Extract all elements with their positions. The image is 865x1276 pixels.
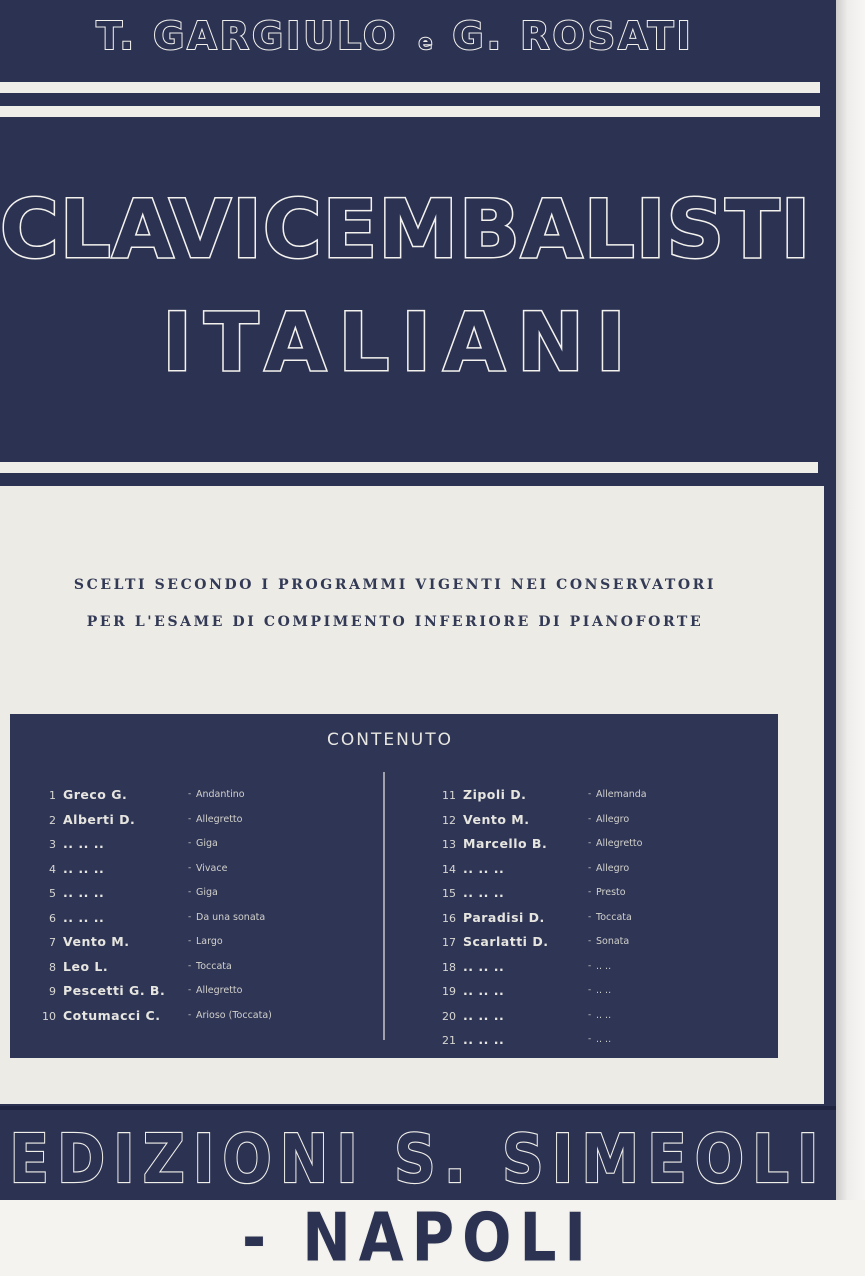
- subtitle-line-2: PER L'ESAME DI COMPIMENTO INFERIORE DI PIANOFORTE: [86, 614, 704, 630]
- contents-dash: -: [188, 911, 192, 922]
- contents-composer: .. .. ..: [463, 860, 505, 876]
- contents-dash: -: [188, 838, 192, 848]
- contents-piece: Toccata: [196, 960, 232, 972]
- contents-number: 15: [442, 887, 456, 900]
- contents-dash: -: [588, 1034, 592, 1044]
- author-conjunction: e: [418, 30, 433, 54]
- contents-composer: Alberti D.: [63, 811, 136, 827]
- contents-number: 8: [49, 960, 56, 974]
- mid-band: [0, 462, 818, 473]
- contents-composer: Zipoli D.: [463, 787, 527, 802]
- contents-piece: Giga: [196, 838, 218, 849]
- contents-composer: .. .. ..: [63, 885, 105, 900]
- contents-composer: Pescetti G. B.: [63, 983, 166, 998]
- contents-piece: Allemanda: [596, 789, 647, 800]
- contents-dash: -: [588, 1009, 592, 1020]
- contents-number: 4: [49, 862, 56, 876]
- contents-dash: -: [588, 887, 592, 897]
- author-second: G. ROSATI: [452, 14, 694, 58]
- contents-composer: Scarlatti D.: [463, 934, 549, 949]
- contents-number: 1: [49, 789, 56, 802]
- contents-number: 7: [49, 936, 56, 949]
- contents-piece: Largo: [196, 936, 223, 947]
- contents-dash: -: [188, 960, 192, 971]
- contents-dash: -: [188, 936, 192, 946]
- contents-composer: Marcello B.: [463, 836, 548, 851]
- contents-piece: Arioso (Toccata): [196, 1009, 272, 1021]
- page-margin: [836, 0, 865, 1200]
- contents-composer: .. .. ..: [463, 1032, 505, 1047]
- contents-number: 18: [442, 960, 456, 974]
- contents-composer: Cotumacci C.: [63, 1007, 161, 1023]
- contents-composer: .. .. ..: [63, 860, 105, 876]
- contents-composer: Greco G.: [63, 787, 128, 802]
- contents-box: [10, 714, 778, 1058]
- contents-number: 14: [442, 862, 456, 876]
- contents-piece: Allegretto: [196, 985, 243, 996]
- contents-piece: Giga: [196, 887, 218, 898]
- contents-dash: -: [588, 985, 592, 995]
- publisher-name: EDIZIONI S. SIMEOLI - NAPOLI: [9, 1120, 827, 1276]
- contents-dash: -: [188, 1009, 192, 1020]
- contents-dash: -: [588, 862, 592, 873]
- contents-dash: -: [188, 887, 192, 897]
- contents-number: 21: [442, 1034, 456, 1047]
- contents-piece: Da una sonata: [196, 911, 266, 923]
- contents-number: 17: [442, 936, 456, 949]
- contents-dash: -: [588, 838, 592, 848]
- subtitle-line-1: SCELTI SECONDO I PROGRAMMI VIGENTI NEI CONSERVATORI: [73, 577, 717, 593]
- authors-line: [0, 14, 790, 58]
- contents-composer: Paradisi D.: [463, 909, 545, 925]
- contents-piece: Allegretto: [196, 813, 243, 825]
- contents-piece: Toccata: [596, 911, 632, 923]
- contents-dash: -: [588, 789, 592, 799]
- contents-composer: Vento M.: [63, 934, 130, 949]
- contents-piece: .. ..: [596, 1034, 612, 1045]
- contents-composer: .. .. ..: [463, 1007, 505, 1023]
- contents-composer: .. .. ..: [463, 958, 505, 974]
- contents-dash: -: [188, 985, 192, 995]
- contents-number: 20: [442, 1009, 456, 1023]
- contents-number: 11: [442, 789, 456, 802]
- title-line-1: CLAVICEMBALISTI: [0, 183, 812, 276]
- contents-composer: Vento M.: [463, 811, 530, 827]
- contents-composer: .. .. ..: [63, 909, 105, 925]
- contents-composer: Leo L.: [63, 958, 109, 974]
- contents-heading: CONTENUTO: [326, 730, 454, 750]
- contents-piece: Allegro: [596, 813, 630, 825]
- top-band-2: [0, 106, 820, 117]
- author-first: T. GARGIULO: [96, 14, 399, 58]
- contents-composer: .. .. ..: [463, 983, 505, 998]
- contents-number: 9: [49, 985, 56, 998]
- contents-piece: Presto: [596, 887, 626, 898]
- contents-piece: .. ..: [596, 1009, 612, 1021]
- contents-number: 5: [49, 887, 56, 900]
- contents-number: 6: [49, 911, 56, 925]
- contents-piece: Sonata: [596, 936, 630, 947]
- contents-piece: Andantino: [196, 789, 245, 800]
- contents-number: 3: [49, 838, 56, 851]
- contents-number: 10: [42, 1009, 56, 1023]
- title-line-2: ITALIANI: [162, 296, 638, 389]
- contents-number: 12: [442, 813, 456, 827]
- contents-composer: .. .. ..: [63, 836, 105, 851]
- contents-piece: Allegro: [596, 862, 630, 874]
- contents-number: 13: [442, 838, 456, 851]
- top-band-1: [0, 82, 820, 93]
- contents-piece: .. ..: [596, 960, 612, 972]
- contents-dash: -: [588, 911, 592, 922]
- contents-number: 2: [49, 813, 56, 827]
- contents-number: 19: [442, 985, 456, 998]
- contents-dash: -: [588, 960, 592, 971]
- contents-piece: Allegretto: [596, 838, 643, 849]
- contents-piece: Vivace: [196, 862, 228, 874]
- contents-dash: -: [588, 813, 592, 824]
- contents-piece: .. ..: [596, 985, 612, 996]
- contents-composer: .. .. ..: [463, 885, 505, 900]
- contents-divider: [383, 772, 385, 1040]
- contents-dash: -: [188, 862, 192, 873]
- contents-dash: -: [588, 936, 592, 946]
- contents-dash: -: [188, 789, 192, 799]
- contents-dash: -: [188, 813, 192, 824]
- contents-number: 16: [442, 911, 456, 925]
